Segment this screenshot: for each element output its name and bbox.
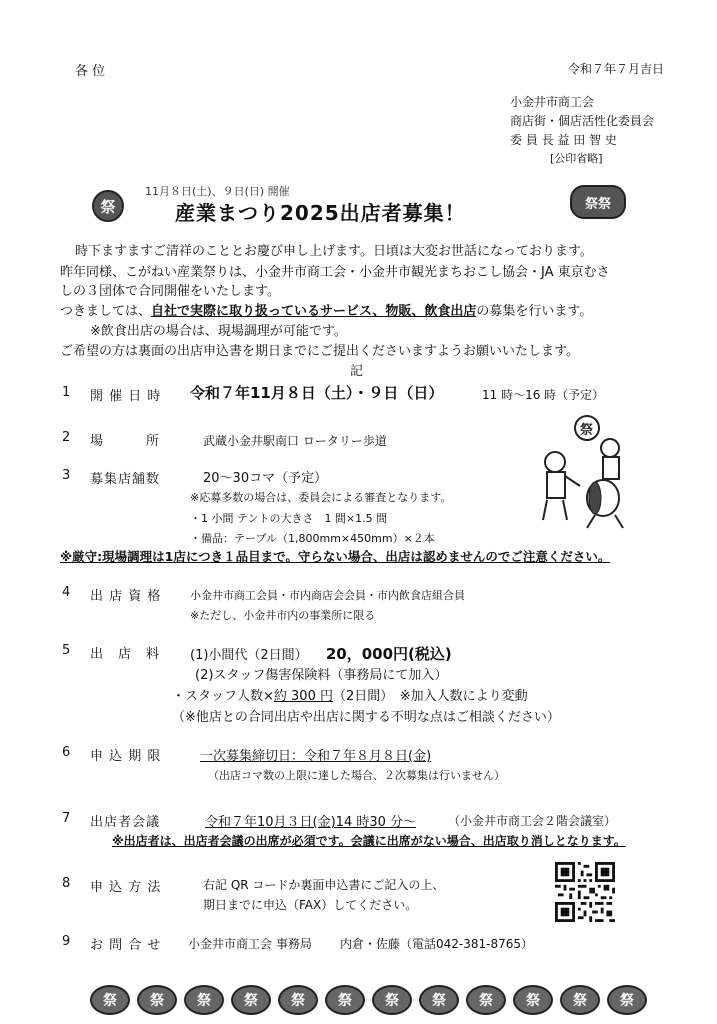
booth-count: 20～30コマ（予定） <box>203 471 328 486</box>
food-note: ※飲食出店の場合は、現場調理が可能です。 <box>90 324 347 339</box>
lantern-icon: 祭 <box>90 985 130 1015</box>
item6-number: 6 <box>62 745 71 760</box>
committee-name: 商店街・個店活性化委員会 <box>510 114 655 128</box>
seal-omitted: [公印省略] <box>550 152 603 165</box>
item4-label: 出 店 資 格 <box>90 589 162 604</box>
consultation-note: （※他店との合同出店や出店に関する不明な点はご相談ください） <box>172 710 560 725</box>
chairperson: 委 員 長 益 田 智 史 <box>510 133 617 147</box>
item7-label: 出店者会議 <box>90 815 161 830</box>
item3-number: 3 <box>62 468 71 483</box>
contact-office: 小金井市商工会 事務局 <box>188 937 312 951</box>
item9-label: お 問 合 せ <box>90 938 162 953</box>
item4-number: 4 <box>62 585 71 600</box>
recruitment-highlight: 自社で実際に取り扱っているサービス、物販、飲食出店 <box>151 304 477 319</box>
eligibility: 小金井市商工会員・市内商店会会員・市内飲食店組合員 <box>190 589 465 602</box>
org-name: 小金井市商工会 <box>510 95 595 109</box>
application-request: ご希望の方は裏面の出店申込書を期日までにご提出くださいますようお願いいたします。 <box>60 344 579 359</box>
festival-drummer-illustration <box>525 410 645 530</box>
joint-hosting-line-2: しの３団体で合同開催をいたします。 <box>60 284 280 299</box>
venue: 武蔵小金井駅南口 ロータリー歩道 <box>203 434 387 448</box>
item5-label: 出 店 料 <box>90 647 161 662</box>
deadline-note: （出店コマ数の上限に達した場合、２次募集は行いません） <box>208 769 505 782</box>
lantern-icon: 祭 <box>231 985 271 1015</box>
cooking-rule-warning: ※厳守:現場調理は1店につき１品目まで。守らない場合、出店は認めませんのでご注意ください。 <box>60 549 611 564</box>
event-dates-subtitle: 11月８日(土)、９日(日) 開催 <box>145 185 290 198</box>
addressee: 各 位 <box>75 64 106 79</box>
booth-fee-label: (1)小間代（2日間） <box>190 648 308 663</box>
lantern-icon: 祭 <box>137 985 177 1015</box>
lantern-row <box>90 985 645 1013</box>
insurance-fee-post: （2日間） ※加入人数により変動 <box>332 689 528 704</box>
staff-insurance: (2)スタッフ傷害保険料（事務局にて加入） <box>195 668 448 683</box>
lantern-icon: 祭 <box>419 985 459 1015</box>
festival-stamp-left: 祭 <box>92 190 124 222</box>
lantern-icon: 祭 <box>184 985 224 1015</box>
lantern-icon: 祭 <box>372 985 412 1015</box>
issue-date: 令和７年７月吉日 <box>568 62 665 76</box>
application-method-1: 右記 QR コードか裏面申込書にご記入の上、 <box>203 878 445 892</box>
lantern-icon: 祭 <box>466 985 506 1015</box>
insurance-fee <box>172 685 528 704</box>
recruitment-line <box>60 300 592 319</box>
item9-number: 9 <box>62 934 71 949</box>
lantern-icon: 祭 <box>560 985 600 1015</box>
meeting-mandatory-note: ※出店者は、出店者会議の出席が必須です。会議に出席がない場合、出店取り消しとなります。 <box>112 834 626 848</box>
ki-marker: 記 <box>350 364 364 379</box>
item1-label: 開 催 日 時 <box>90 389 162 404</box>
contact-person-phone: 内倉・佐藤（電話042-381-8765） <box>340 937 534 951</box>
recruitment-title: 産業まつり2025出店者募集！ <box>175 201 466 225</box>
application-deadline: 一次募集締切日：令和７年８月８日(金) <box>200 749 432 764</box>
screening-note: ※応募多数の場合は、委員会による審査となります。 <box>190 491 452 504</box>
recruitment-post: の募集を行います。 <box>476 304 593 319</box>
item5-number: 5 <box>62 643 71 658</box>
booth-fee <box>190 643 452 664</box>
joint-hosting-line-1: 昨年同様、こがねい産業祭りは、小金井市商工会・小金井市観光まちおこし協会・JA 東京むさ <box>60 265 610 280</box>
item8-label: 申 込 方 法 <box>90 880 162 895</box>
recruitment-pre: つきましては、 <box>60 304 152 319</box>
lantern-icon: 祭 <box>607 985 647 1015</box>
tent-size-note: ・1 小間 テントの大きさ 1 間×1.5 間 <box>190 512 388 525</box>
eligibility-note: ※ただし、小金井市内の事業所に限る <box>190 609 376 622</box>
lantern-icon: 祭 <box>325 985 365 1015</box>
item7-number: 7 <box>62 811 71 826</box>
item2-number: 2 <box>62 430 71 445</box>
lantern-icon: 祭 <box>278 985 318 1015</box>
meeting-datetime: 令和７年10月３日(金)14 時30 分～ <box>205 815 417 830</box>
event-datetime: 令和７年11月８日（土）・９日（日） <box>190 384 444 402</box>
item3-label: 募集店舗数 <box>90 472 161 487</box>
insurance-fee-pre: ・スタッフ人数× <box>172 689 274 704</box>
application-qr-code[interactable] <box>555 862 615 922</box>
festival-stamp-right: 祭祭 <box>570 185 626 219</box>
item2-label: 場 所 <box>90 434 161 449</box>
meeting-place: （小金井市商工会２階会議室） <box>448 814 617 828</box>
lantern-icon: 祭 <box>513 985 553 1015</box>
item6-label: 申 込 期 限 <box>90 749 162 764</box>
svg-text:祭: 祭 <box>580 423 594 438</box>
event-hours: 11 時～16 時（予定） <box>482 388 605 402</box>
application-method-2: 期日までに申込（FAX）してください。 <box>203 898 418 912</box>
item8-number: 8 <box>62 876 71 891</box>
equipment-note: ・備品：テーブル（1,800mm×450mm）×２本 <box>190 532 435 545</box>
greeting-line: 時下ますますご清祥のこととお慶び申し上げます。日頃は大変お世話になっております。 <box>75 244 593 259</box>
item1-number: 1 <box>62 385 71 400</box>
booth-fee-price: 20，000円(税込) <box>325 645 452 663</box>
insurance-fee-amount: 約 300 円 <box>273 689 333 704</box>
